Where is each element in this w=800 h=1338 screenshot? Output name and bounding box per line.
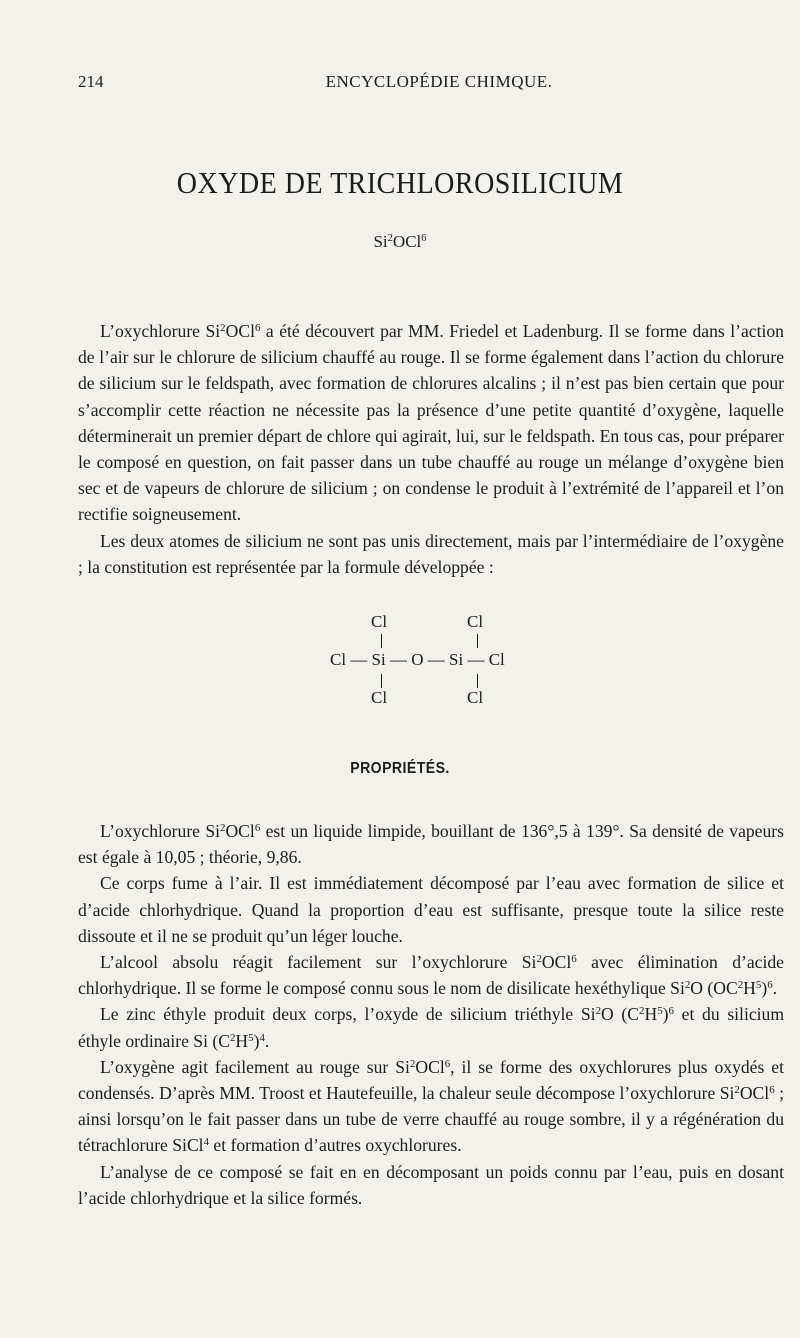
bond-line: [477, 634, 478, 648]
section-heading: PROPRIÉTÉS.: [350, 760, 450, 777]
atom-label: Cl: [467, 688, 484, 707]
paragraph: Le zinc éthyle produit deux corps, l’oxyde de silicium triéthyle Si$^2$O $(C^2H^5)^6$ et du silicium éthyle ordinaire Si $(C^2H^5)^4$.: [78, 1004, 785, 1051]
bond-line: [381, 674, 382, 688]
properties-section: [78, 818, 784, 1211]
paragraph: L’oxygène agit facilement au rouge sur Si$^2$OCl$^6$, il se forme des oxychlorures plus oxydés et condensés. D’après MM. Troost et Hautefeuille, la chaleur seule décompose l’oxychlorure Si$^2$OCl$^6$ ; ainsi lorsqu’on le fait passer dans un tube de verre chauffé au rouge sombre, il y a régénération du tétrachlorure SiCl$^4$ et formation d’autres oxychlorures.: [78, 1056, 784, 1156]
bond-line: [477, 674, 478, 688]
structure-main-chain: Cl — Si — O — Si — Cl: [330, 650, 505, 669]
article-title: OXYDE DE TRICHLOROSILICIUM: [176, 166, 624, 201]
atom-label: Cl: [371, 612, 388, 631]
paragraph: L’alcool absolu réagit facilement sur l’oxychlorure Si$^2$OCl$^6$ avec élimination d’acide chlorhydrique. Il se forme le composé connu sous le nom de disilicate hexéthylique Si$^2$O $(OC^2H^5)^6$.: [78, 952, 784, 999]
chemical-formula: Si$^2$OCl$^6$: [373, 232, 427, 251]
running-title: ENCYCLOPÉDIE CHIMQUE.: [325, 72, 553, 91]
paragraph: L’oxychlorure Si$^2$OCl$^6$ a été découvert par MM. Friedel et Ladenburg. Il se forme dans l’action de l’air sur le chlorure de silicium chauffé au rouge. Il se forme également dans l’action du chlorure de silicium sur le feldspath, avec formation de chlorures alcalins ; il n’est pas bien certain que pour s’accomplir cette réaction ne nécessite pas la présence d’une petite quantité d’oxygène, laquelle déterminerait un premier départ de chlore qui agirait, lui, sur le feldspath. En tous cas, pour préparer le composé en question, on fait passer dans un tube chauffé au rouge un mélange d’oxygène bien sec et de vapeurs de chlorure de silicium ; on condense le produit à l’extrémité de l’appareil et l’on rectifie soigneusement.: [78, 321, 784, 525]
structural-formula: [330, 612, 530, 712]
bond-line: [381, 634, 382, 648]
paragraph: L’analyse de ce composé se fait en en décomposant un poids connu par l’eau, puis en dosant l’acide chlorhydrique et la silice formés.: [78, 1161, 784, 1208]
paragraph: Les deux atomes de silicium ne sont pas unis directement, mais par l’intermédiaire de l’oxygène ; la constitution est représentée par la formule développée :: [78, 530, 784, 577]
atom-label: Cl: [467, 612, 484, 631]
paragraph: Ce corps fume à l’air. Il est immédiatement décomposé par l’eau avec formation de silice et d’acide chlorhydrique. Quand la proportion d’eau est suffisante, presque toute la silice reste dissoute et il ne se produit qu’un léger louche.: [78, 873, 784, 946]
atom-label: Cl: [371, 688, 388, 707]
running-header: [78, 72, 770, 96]
page-number: 214: [78, 72, 104, 91]
paragraph: L’oxychlorure Si$^2$OCl$^6$ est un liquide limpide, bouillant de 136°,5 à 139°. Sa densité de vapeurs est égale à 10,05 ; théorie, 9,86.: [78, 821, 784, 868]
intro-section: [78, 318, 784, 580]
